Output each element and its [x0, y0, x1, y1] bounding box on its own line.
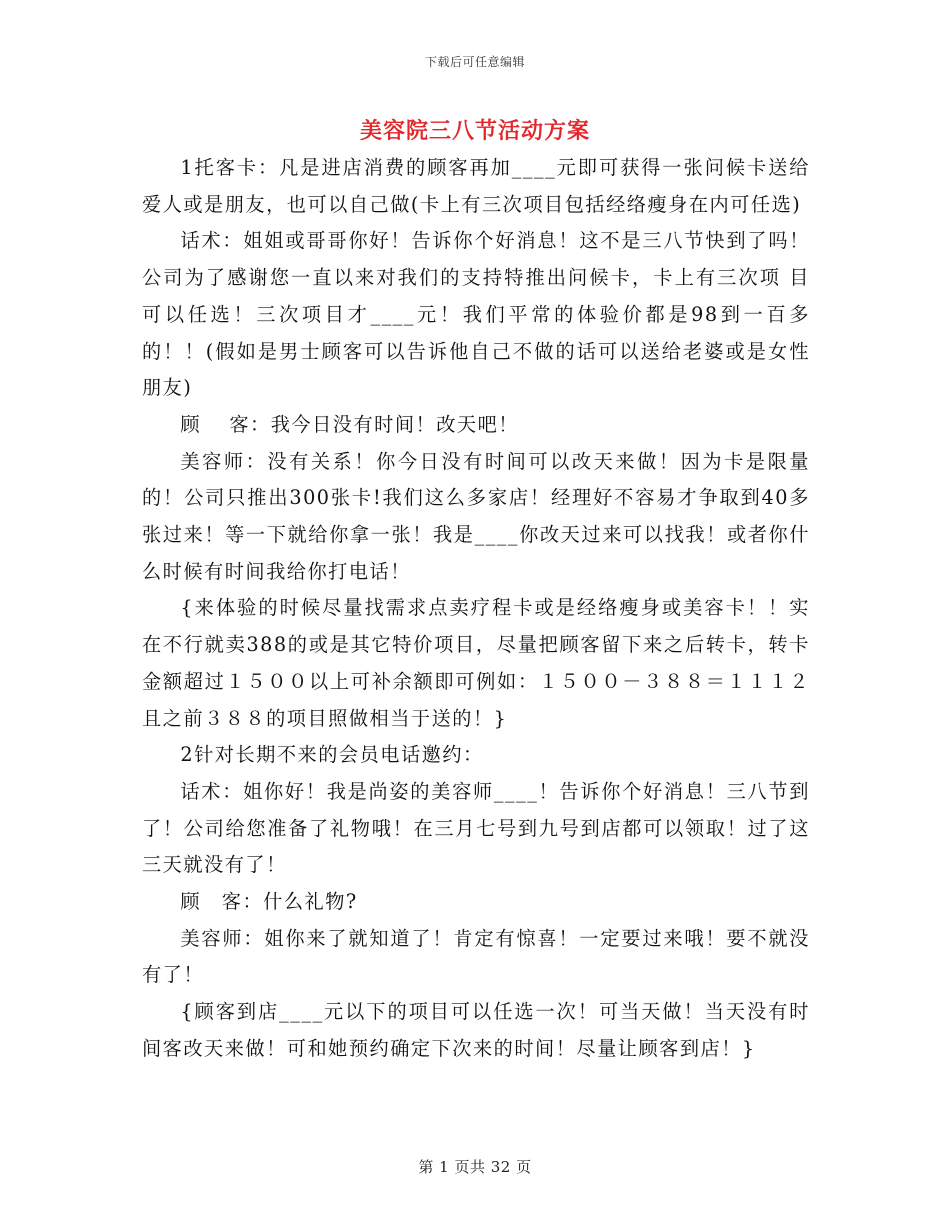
paragraph-member-script: 话术：姐你好！我是尚姿的美容师____！告诉你个好消息！三八节到了！公司给您准备了礼物哦！在三月七号到九号到店都可以领取！过了这三天就没有了！ — [142, 779, 810, 877]
paragraph-gift-card: 1托客卡：凡是进店消费的顾客再加____元即可获得一张问候卡送给爱人或是朋友，也可以自己做(卡上有三次项目包括经络瘦身在内可任选) — [142, 156, 810, 216]
document-body — [142, 150, 810, 1068]
header-note: 下载后可任意编辑 — [424, 55, 525, 69]
paragraph-visit-note: {顾客到店____元以下的项目可以任选一次！可当天做！当天没有时间客改天来做！可和她预约确定下次来的时间！尽量让顾客到店！} — [142, 1000, 810, 1060]
paragraph-script-intro: 话术：姐姐或哥哥你好！告诉你个好消息！这不是三八节快到了吗！公司为了感谢您一直以来对我们的支持特推出问候卡，卡上有三次项 目可以任选！三次项目才____元！我们平常的体验价都是98到一百多的！！(假如是男士顾客可以告诉他自己不做的话可以送给老婆或是女性朋友) — [142, 229, 810, 400]
paragraph-beautician-reply: 美容师：没有关系！你今日没有时间可以改天来做！因为卡是限量的！公司只推出300张卡!我们这么多家店！经理好不容易才争取到40多张过来！等一下就给你拿一张！我是____你改天过来可以找我！或者你什么时候有时间我给你打电话！ — [142, 449, 810, 583]
paragraph-customer-question: 顾 客：什么礼物? — [180, 890, 358, 914]
paragraph-upsell-note: {来体验的时候尽量找需求点卖疗程卡或是经络瘦身或美容卡！！实在不行就卖388的或是其它特价项目，尽量把顾客留下来之后转卡，转卡金额超过１５００以上可补余额即可例如：１５００－３８８＝１１１２且之前３８８的项目照做相当于送的！} — [142, 596, 810, 730]
page-footer: 第 1 页共 32 页 — [418, 1158, 532, 1176]
document-title: 美容院三八节活动方案 — [359, 118, 590, 144]
paragraph-member-invite-heading: 2针对长期不来的会员电话邀约： — [180, 743, 484, 767]
paragraph-beautician-answer: 美容师：姐你来了就知道了！肯定有惊喜！一定要过来哦！要不就没有了！ — [142, 926, 810, 987]
paragraph-customer-reply: 顾 客：我今日没有时间！改天吧！ — [180, 412, 519, 436]
